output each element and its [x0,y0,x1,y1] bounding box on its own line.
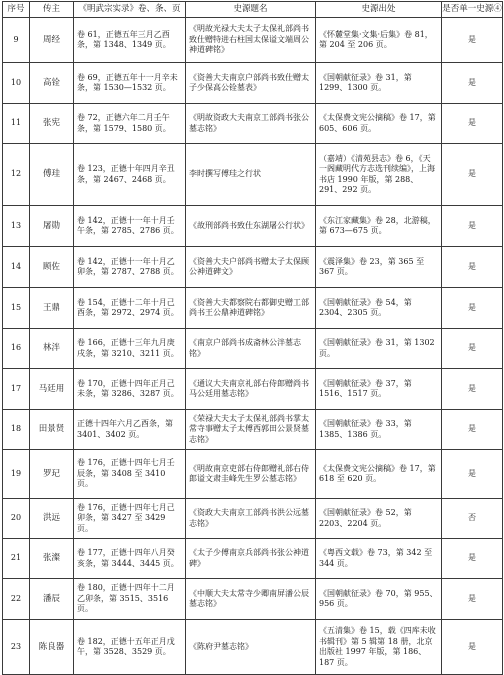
table-row [3,499,503,539]
row-single-source: 是 [442,18,503,63]
header-source-title: 史源题名 [186,2,316,18]
row-record: 卷 176，正德十四年七月壬辰条，第 3408 至 3410 页。 [74,450,186,499]
row-record: 卷 142，正德十一年十月乙卯条，第 2787、2788 页。 [74,247,186,288]
table-row [3,410,503,450]
row-subject: 王鼎 [30,288,74,329]
row-index: 16 [3,329,30,369]
row-index: 11 [3,104,30,144]
row-subject: 洪远 [30,499,74,539]
row-source-origin: 《国朝献征录》卷 31，第 1299、1300 页。 [316,63,442,104]
row-record: 卷 142，正德十一年十月壬午条，第 2785、2786 页。 [74,206,186,247]
row-source-title: 《南京户部尚书成斋林公泮墓志铭》 [186,329,316,369]
row-single-source: 是 [442,104,503,144]
table-row [3,539,503,579]
row-single-source: 是 [442,63,503,104]
table-row [3,369,503,410]
row-index: 22 [3,579,30,620]
row-source-title: 《中顺大夫太常寺少卿南屏潘公辰墓志铭》 [186,579,316,620]
row-record: 卷 69，正德五年十一月辛未条，第 1530—1532 页。 [74,63,186,104]
row-index: 10 [3,63,30,104]
row-record: 卷 180，正德十四年十二月乙卯条，第 3515、3516 页。 [74,579,186,620]
row-source-origin: （嘉靖）《清苑县志》卷 6，《天一阁藏明代方志选刊续编》，上海书店 1990 年版，第 288、291、292 页。 [316,144,442,206]
row-index: 13 [3,206,30,247]
table-row [3,63,503,104]
row-index: 9 [3,18,30,63]
row-source-title: 《明故光禄大夫太子太保礼部尚书致仕赠特进右柱国太保谥文端周公神道碑铭》 [186,18,316,63]
row-subject: 高铨 [30,63,74,104]
row-record: 卷 176，正德十四年七月己卯条，第 3427 至 3429 页。 [74,499,186,539]
row-subject: 陈良器 [30,620,74,675]
table-row [3,620,503,675]
row-source-title: 《资善大夫都察院右都御史赠工部尚书王公鼎神道碑铭》 [186,288,316,329]
row-source-title: 《太子少傅南京兵部尚书张公神道碑》 [186,539,316,579]
header-source-origin: 史源出处 [316,2,442,18]
row-index: 20 [3,499,30,539]
row-source-origin: 《五清集》卷 15，载《四库未收书辑刊》第 5 辑第 18 册，北京出版社 1997 年版，第 186、187 页。 [316,620,442,675]
row-index: 14 [3,247,30,288]
row-subject: 屠勋 [30,206,74,247]
table-row [3,288,503,329]
row-source-title: 李时撰写傅珪之行状 [186,144,316,206]
table-row [3,579,503,620]
row-single-source: 是 [442,206,503,247]
row-source-origin: 《国朝献征录》卷 54，第 2304、2305 页。 [316,288,442,329]
row-source-title: 《通议大夫南京礼部右侍郎赠尚书马公廷用墓志铭》 [186,369,316,410]
row-index: 23 [3,620,30,675]
row-single-source: 是 [442,539,503,579]
row-source-title: 《资善大夫南京户部尚书致仕赠太子少保高公铨墓表》 [186,63,316,104]
row-source-origin: 《东江家藏集》卷 28，北游稿，第 673—675 页。 [316,206,442,247]
table-row [3,247,503,288]
table-row [3,144,503,206]
row-source-origin: 《国朝献征录》卷 37，第 1516、1517 页。 [316,369,442,410]
table-row [3,104,503,144]
row-record: 卷 182，正德十五年正月戊午，第 3528、3529 页。 [74,620,186,675]
row-index: 17 [3,369,30,410]
row-subject: 顾佐 [30,247,74,288]
row-single-source: 是 [442,410,503,450]
row-record: 卷 72，正德六年二月壬午条，第 1579、1580 页。 [74,104,186,144]
row-source-origin: 《粤西文载》卷 73，第 342 至 344 页。 [316,539,442,579]
biography-source-table [2,1,503,675]
row-source-origin: 《国朝献征录》卷 33，第 1385、1386 页。 [316,410,442,450]
row-single-source: 是 [442,620,503,675]
row-record: 卷 170，正德十四年正月己未条，第 3286、3287 页。 [74,369,186,410]
table-body [3,18,503,675]
row-single-source: 是 [442,450,503,499]
row-single-source: 是 [442,579,503,620]
row-subject: 张宪 [30,104,74,144]
row-single-source: 否 [442,499,503,539]
row-source-origin: 《太保费文宪公摘稿》卷 17，第 605、606 页。 [316,104,442,144]
row-subject: 周经 [30,18,74,63]
row-index: 15 [3,288,30,329]
row-index: 19 [3,450,30,499]
row-source-title: 《明故资政大夫南京工部尚书张公墓志铭》 [186,104,316,144]
row-source-origin: 《怀麓堂集·文集·后集》卷 81，第 204 至 206 页。 [316,18,442,63]
header-row [3,2,503,18]
row-source-origin: 《国朝献征录》卷 70，第 955、956 页。 [316,579,442,620]
row-source-title: 《明故南京吏部右侍郎赠礼部右侍郎谥文肃圭峰先生罗公墓志铭》 [186,450,316,499]
row-subject: 罗玘 [30,450,74,499]
row-index: 21 [3,539,30,579]
row-source-title: 《故刑部尚书致仕东湖屠公行状》 [186,206,316,247]
row-subject: 傅珪 [30,144,74,206]
table-row [3,450,503,499]
row-record: 卷 123，正德十年四月辛丑条，第 2467、2468 页。 [74,144,186,206]
row-source-origin: 《国朝献征录》卷 52，第 2203、2204 页。 [316,499,442,539]
row-subject: 田景贤 [30,410,74,450]
row-single-source: 是 [442,369,503,410]
row-index: 12 [3,144,30,206]
table-row [3,329,503,369]
row-single-source: 是 [442,288,503,329]
row-source-title: 《陈府尹墓志铭》 [186,620,316,675]
row-index: 18 [3,410,30,450]
row-single-source: 是 [442,144,503,206]
row-record: 卷 154，正德十二年十月己酉条，第 2972、2974 页。 [74,288,186,329]
row-subject: 林泮 [30,329,74,369]
row-source-origin: 《震泽集》卷 23，第 365 至 367 页。 [316,247,442,288]
header-subject: 传主 [30,2,74,18]
row-source-title: 《荣禄大夫太子太保礼部尚书掌太常寺事赠太子太傅西郭田公景贤墓志铭》 [186,410,316,450]
row-source-origin: 《太保费文宪公摘稿》卷 17，第 618 至 620 页。 [316,450,442,499]
row-single-source: 是 [442,329,503,369]
row-single-source: 是 [442,247,503,288]
row-subject: 张澯 [30,539,74,579]
table-row [3,18,503,63]
row-record: 正德十四年六月乙酉条，第 3401、3402 页。 [74,410,186,450]
row-source-origin: 《国朝献征录》卷 31，第 1302 页。 [316,329,442,369]
row-record: 卷 61，正德五年三月乙酉条，第 1348、1349 页。 [74,18,186,63]
header-record: 《明武宗实录》卷、条、页 [74,2,186,18]
row-subject: 马廷用 [30,369,74,410]
header-single-source: 是否单一史源④ [442,2,503,18]
row-subject: 潘辰 [30,579,74,620]
table-row [3,206,503,247]
document-page [2,1,502,675]
row-source-title: 《资善大夫户部尚书赠太子太保顾公神道碑文》 [186,247,316,288]
header-index: 序号 [3,2,30,18]
row-source-title: 《资政大夫南京工部尚书洪公远墓志铭》 [186,499,316,539]
row-record: 卷 166，正德十三年九月庚戌条，第 3210、3211 页。 [74,329,186,369]
row-record: 卷 177，正德十四年八月癸亥条，第 3444、3445 页。 [74,539,186,579]
